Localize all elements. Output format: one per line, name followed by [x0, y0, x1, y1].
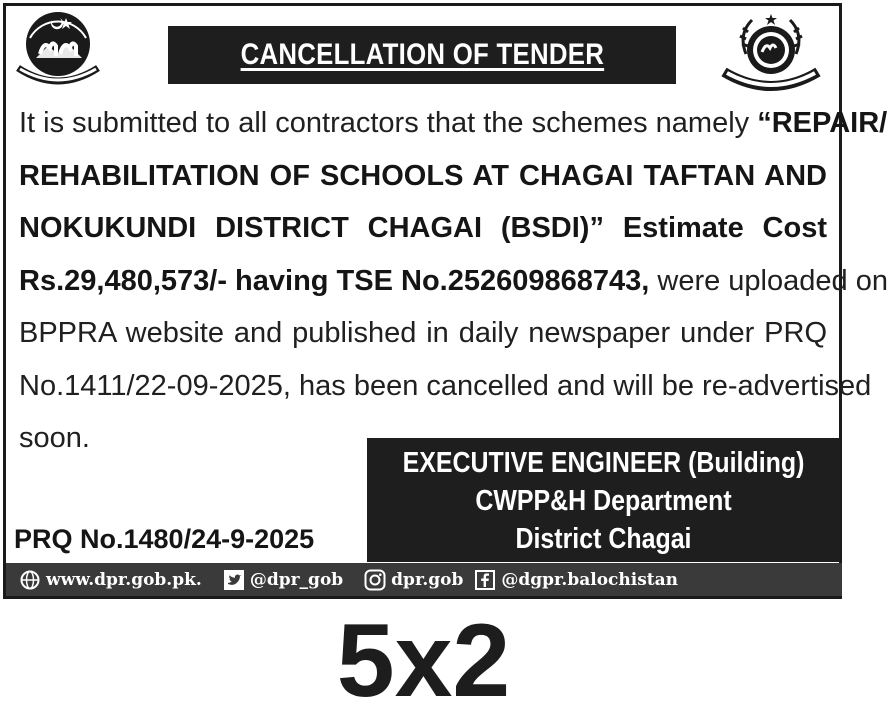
body-line-3: NOKUKUNDI DISTRICT CHAGAI (BSDI)” Estimate Cost [19, 212, 827, 244]
footer-instagram-text: dpr.gob [391, 569, 464, 590]
signature-designation: EXECUTIVE ENGINEER (Building) [402, 447, 805, 479]
footer-social-bar [6, 563, 842, 596]
twitter-icon [224, 570, 244, 590]
footer-website-text: www.dpr.gob.pk. [46, 569, 202, 590]
balochistan-emblem-icon [10, 8, 106, 94]
body-line-1: It is submitted to all contractors that the schemes namely “REPAIR/ [19, 107, 888, 139]
body-line-5: BPPRA website and published in daily newspaper under PRQ [19, 317, 827, 349]
notice-title-banner [168, 26, 676, 84]
footer-facebook[interactable] [475, 570, 678, 590]
ad-size-label: 5x2 [336, 603, 511, 719]
footer-facebook-text: @dgpr.balochistan [501, 569, 679, 590]
dgpr-emblem-icon [716, 10, 826, 96]
instagram-icon [365, 570, 385, 590]
prq-number: PRQ No.1480/24-9-2025 [14, 524, 315, 554]
signature-block [367, 438, 840, 562]
footer-twitter[interactable] [224, 570, 343, 590]
body-line-7: soon. [19, 422, 90, 454]
footer-website[interactable] [20, 570, 202, 590]
body-line-6: No.1411/22-09-2025, has been cancelled and will be re-advertised [19, 369, 872, 402]
facebook-icon [475, 570, 495, 590]
body-line-4: Rs.29,480,573/- having TSE No.252609868743, were uploaded on [19, 264, 888, 297]
footer-instagram[interactable] [365, 570, 463, 590]
footer-twitter-text: @dpr_gob [249, 569, 344, 590]
notice-body [19, 97, 888, 465]
body-line-2: REHABILITATION OF SCHOOLS AT CHAGAI TAFTAN AND [19, 159, 827, 192]
globe-icon [20, 570, 40, 590]
signature-department: CWPP&H Department [475, 485, 732, 517]
signature-district: District Chagai [515, 523, 692, 555]
notice-title: CANCELLATION OF TENDER [240, 38, 604, 71]
